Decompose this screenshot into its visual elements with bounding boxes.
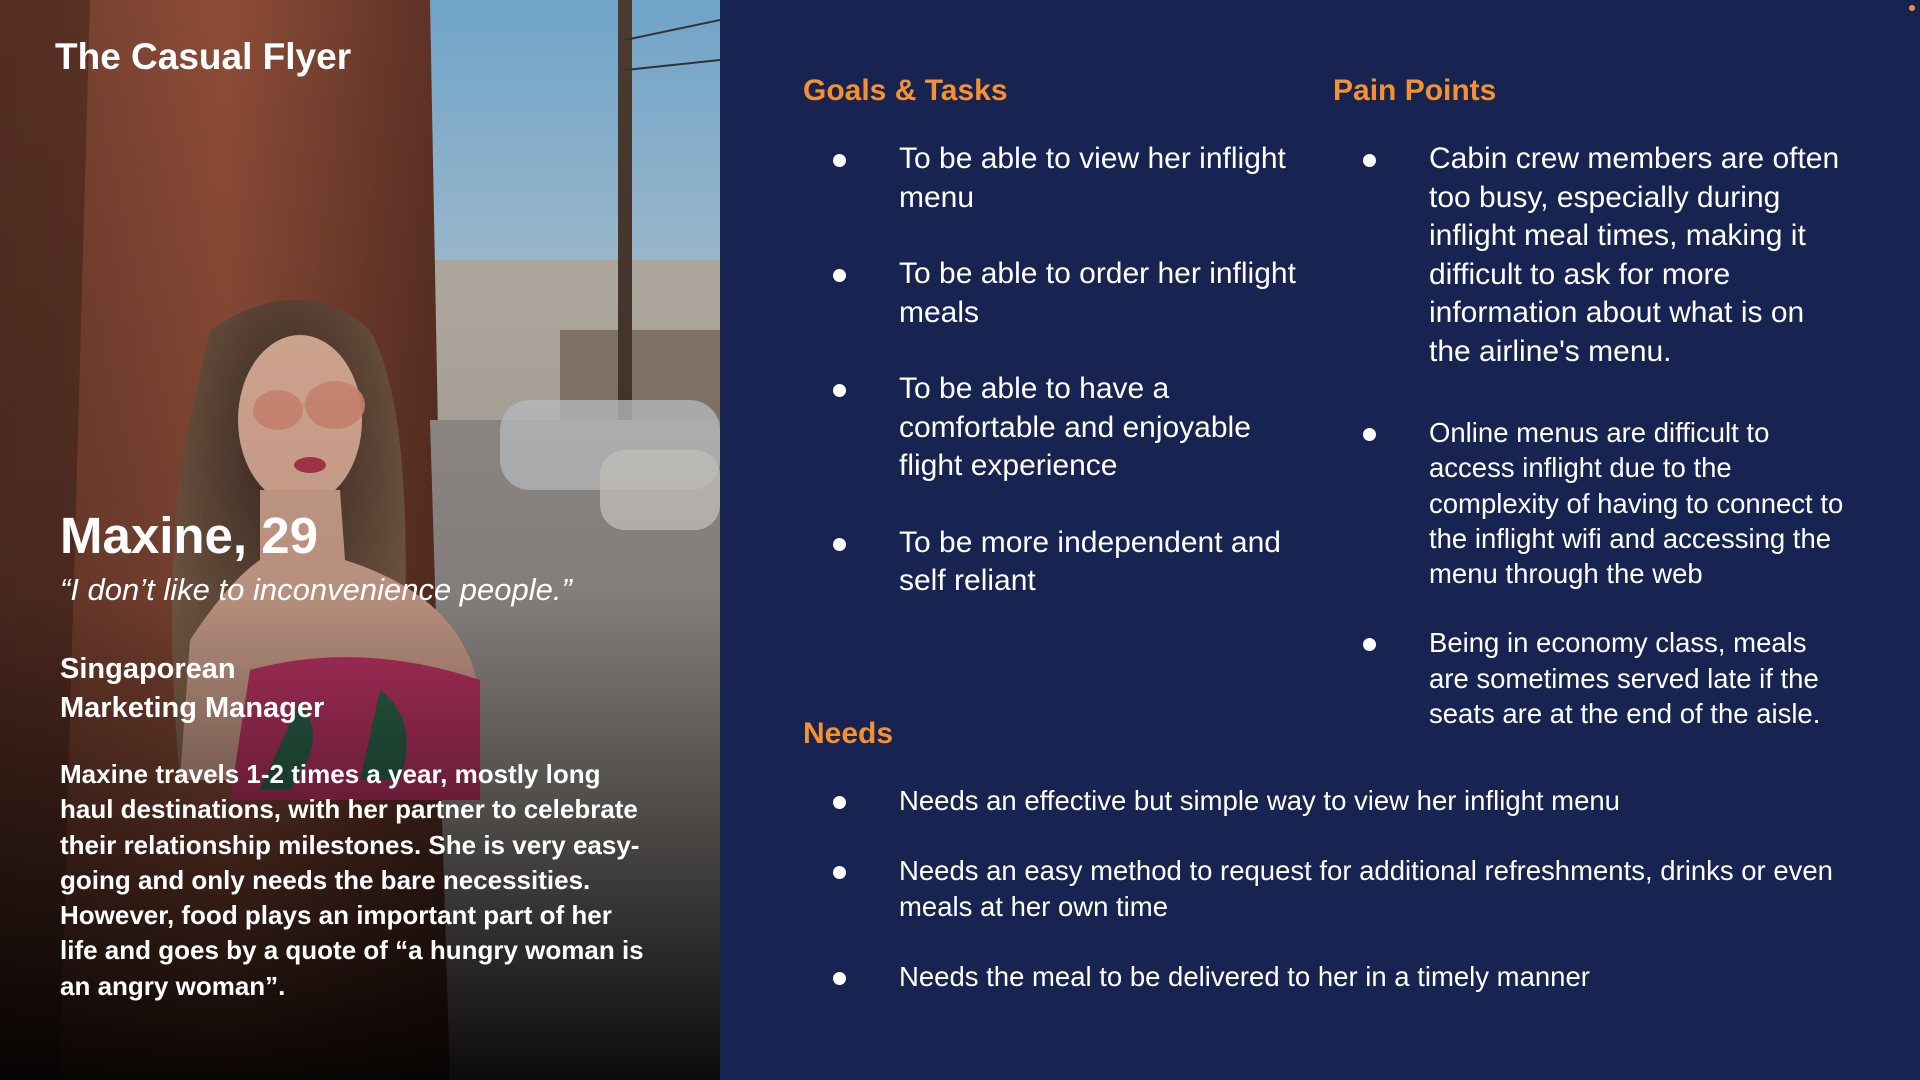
pain-point-text: Online menus are difficult to access inflight due to the complexity of having to connect to the inflight wifi and accessing the menu through the web [1429,417,1844,590]
pain-points-list [1333,140,1853,763]
bullet-icon [833,269,846,282]
list-item [803,524,1303,601]
pain-point-text: Being in economy class, meals are sometimes served late if the seats are at the end of the aisle. [1429,627,1821,730]
goals-heading: Goals & Tasks [803,74,1008,107]
need-text: Needs an easy method to request for additional refreshments, drinks or even meals at her own time [899,855,1833,922]
list-item [803,959,1863,994]
bullet-icon [833,384,846,397]
bullet-icon [833,154,846,167]
list-item [803,853,1863,924]
list-item [803,140,1303,217]
bullet-icon [833,538,846,551]
bullet-icon [833,972,846,985]
bullet-icon [833,796,846,809]
need-text: Needs an effective but simple way to view her inflight menu [899,785,1620,816]
persona-bio: Maxine travels 1-2 times a year, mostly long haul destinations, with her partner to celebrate their relationship milestones. She is very easy-going and only needs the bare necessities. However, food plays an important part of her life and goes by a quote of “a hungry woman is an angry woman”. [60,759,644,1001]
bullet-icon [1363,638,1376,651]
persona-nationality: Singaporean [60,653,236,685]
goal-text: To be able to have a comfortable and enjoyable flight experience [899,372,1251,482]
list-item [803,255,1303,332]
bullet-icon [1363,428,1376,441]
pain-points-heading: Pain Points [1333,74,1497,107]
goals-list [803,140,1303,639]
list-item [803,370,1303,486]
list-item [1333,140,1853,371]
bullet-icon [833,866,846,879]
list-item [1333,415,1853,591]
list-item [1333,625,1853,731]
needs-list [803,783,1863,1029]
list-item [803,783,1863,818]
goal-text: To be more independent and self reliant [899,525,1281,597]
need-text: Needs the meal to be delivered to her in a timely manner [899,960,1590,992]
needs-heading: Needs [803,717,894,750]
persona-name: Maxine, 29 [60,507,318,564]
pain-point-text: Cabin crew members are often too busy, especially during inflight meal times, making it difficult to ask for more information about what is on the airline's menu. [1429,142,1840,368]
goal-text: To be able to order her inflight meals [899,257,1296,329]
persona-quote: “I don’t like to inconvenience people.” [60,572,572,607]
bullet-icon [1363,154,1376,167]
persona-title: The Casual Flyer [55,36,352,77]
persona-demographics [60,650,324,728]
goal-text: To be able to view her inflight menu [899,142,1286,214]
persona-occupation: Marketing Manager [60,692,325,724]
persona-photo [0,0,720,1080]
corner-marker [1909,5,1915,11]
